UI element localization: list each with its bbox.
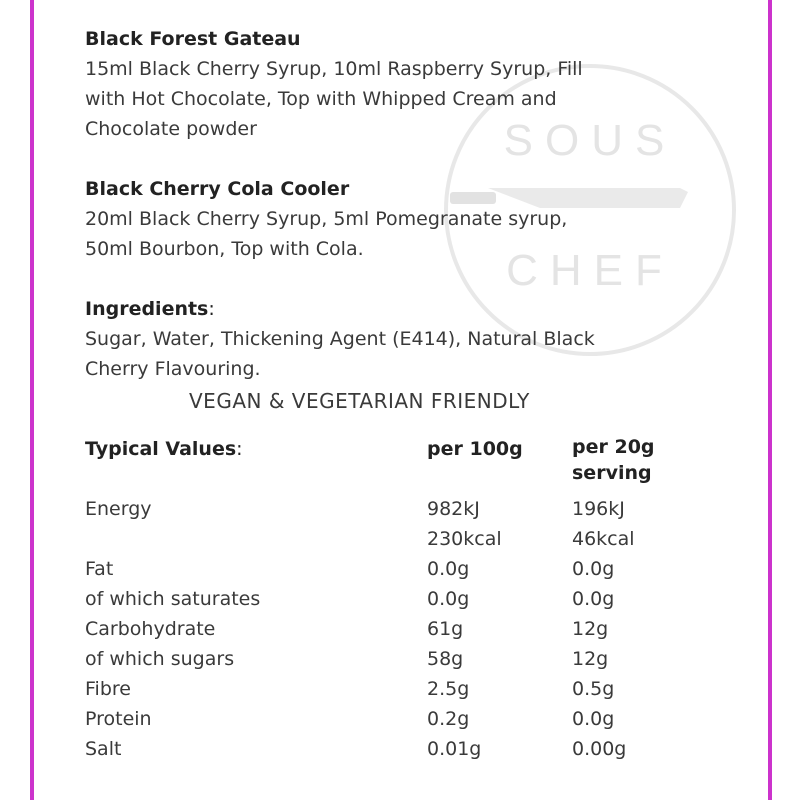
table-row — [85, 674, 702, 704]
value-per-serving: 0.5g — [572, 678, 615, 700]
value-per-serving: 12g — [572, 618, 609, 640]
recipe-line: 20ml Black Cherry Syrup, 5ml Pomegranate syrup, — [85, 208, 568, 230]
value-per-100g: 982kJ — [427, 498, 480, 520]
value-per-100g: 0.2g — [427, 708, 470, 730]
watermark-line2: CHEF — [506, 246, 674, 295]
table-row — [85, 584, 702, 614]
table-row — [85, 614, 702, 644]
table-row — [85, 524, 702, 554]
table-row — [85, 704, 702, 734]
value-per-100g: 0.0g — [427, 588, 470, 610]
ingredients-line: Cherry Flavouring. — [85, 358, 261, 380]
col-per-100g: per 100g — [427, 438, 523, 460]
col-per-serving: per 20g serving — [572, 436, 655, 484]
table-row — [85, 494, 702, 524]
value-per-serving: 0.0g — [572, 588, 615, 610]
nutrient-name: Carbohydrate — [85, 618, 216, 640]
watermark-line1: SOUS — [503, 116, 677, 165]
recipe-title: Black Cherry Cola Cooler — [85, 178, 350, 200]
nutrient-name: Energy — [85, 498, 152, 520]
nutrient-name — [85, 524, 427, 554]
ingredients-colon: : — [208, 298, 215, 320]
typical-values-colon: : — [236, 438, 243, 460]
table-row — [85, 554, 702, 584]
typical-values-label: Typical Values — [85, 438, 237, 460]
value-per-100g: 58g — [427, 648, 464, 670]
recipe-line: 15ml Black Cherry Syrup, 10ml Raspberry Syrup, Fill — [85, 58, 583, 80]
diet-note: VEGAN & VEGETARIAN FRIENDLY — [189, 389, 530, 413]
nutrient-name: of which sugars — [85, 648, 235, 670]
value-per-serving: 12g — [572, 648, 609, 670]
value-per-serving: 0.00g — [572, 738, 627, 760]
nutrition-header — [85, 434, 702, 486]
recipe-black-cherry-cola-cooler — [85, 174, 725, 264]
value-per-serving: 46kcal — [572, 528, 635, 550]
nutrient-name: Fat — [85, 558, 114, 580]
nutrient-name: Fibre — [85, 678, 131, 700]
recipe-line: 50ml Bourbon, Top with Cola. — [85, 238, 364, 260]
value-per-100g: 0.0g — [427, 558, 470, 580]
value-per-100g: 230kcal — [427, 528, 502, 550]
recipe-line: with Hot Chocolate, Top with Whipped Cream and — [85, 88, 557, 110]
right-border — [768, 0, 772, 800]
table-row — [85, 734, 702, 764]
ingredients-label: Ingredients — [85, 298, 209, 320]
value-per-serving: 196kJ — [572, 498, 625, 520]
left-border — [30, 0, 34, 800]
value-per-100g: 0.01g — [427, 738, 482, 760]
nutrition-table — [85, 434, 702, 764]
recipe-title: Black Forest Gateau — [85, 28, 301, 50]
ingredients-line: Sugar, Water, Thickening Agent (E414), Natural Black — [85, 328, 595, 350]
value-per-100g: 2.5g — [427, 678, 470, 700]
table-row — [85, 644, 702, 674]
recipe-line: Chocolate powder — [85, 118, 257, 140]
value-per-serving: 0.0g — [572, 558, 615, 580]
recipe-black-forest-gateau — [85, 24, 725, 144]
nutrient-name: of which saturates — [85, 588, 261, 610]
nutrient-name: Salt — [85, 738, 122, 760]
nutrient-name: Protein — [85, 708, 152, 730]
value-per-100g: 61g — [427, 618, 464, 640]
ingredients-section — [85, 294, 725, 384]
value-per-serving: 0.0g — [572, 708, 615, 730]
product-info — [85, 24, 725, 764]
